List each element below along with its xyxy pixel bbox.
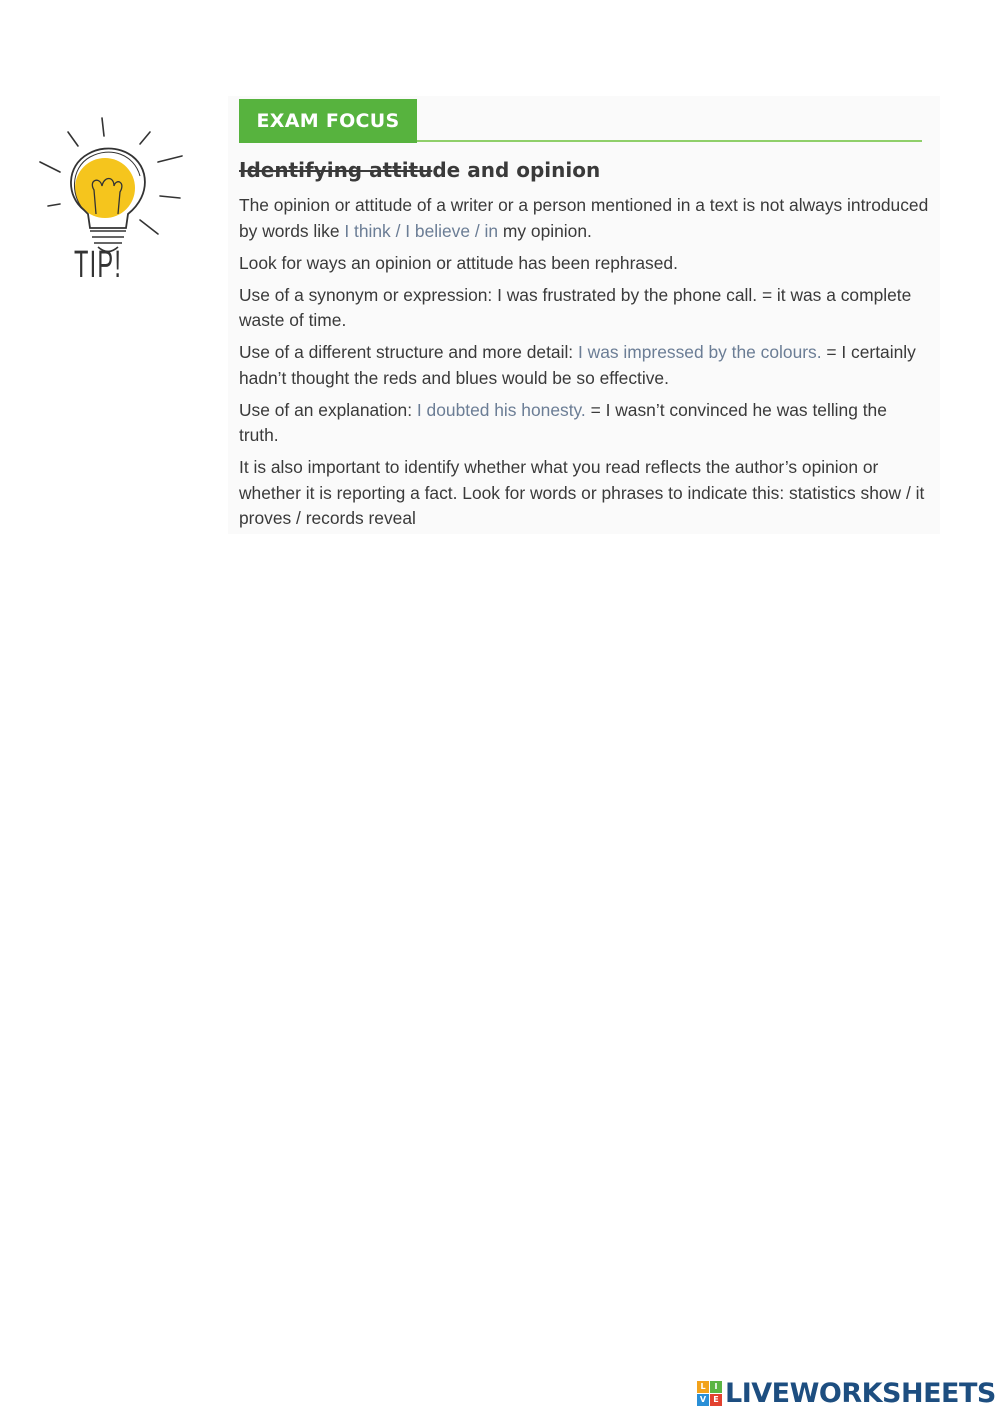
paragraph-1-highlight: I think / I believe / in [344,220,499,241]
section-heading [239,158,600,182]
heading-text: de and opinion [432,158,601,182]
badge-underline [417,140,922,142]
paragraph-5-text: Use of an explanation: [239,399,417,420]
paragraph-6: It is also important to identify whether what you read reflects the author’s opinion or whether it is reporting a fact. Look for words or phrases to indicate this: statistics show / it proves / records reveal [239,457,925,528]
tip-label: TIP! [74,244,123,286]
paragraph-4-text: Use of a different structure and more detail: [239,342,578,362]
paragraph-3: Use of a synonym or expression: I was frustrated by the phone call. = it was a complete waste of time. [239,284,912,330]
paragraph-5-highlight: I doubted his honesty. [416,399,586,420]
paragraph-5-end: = I wasn’t convinced he was telling the truth. [239,399,887,445]
heading-struck-text: Identifying attitu [239,158,433,182]
logo-letter: V [697,1394,709,1406]
paragraph-4 [239,340,929,391]
paragraph-1 [239,193,929,244]
paragraph-1-text: The opinion or attitude of a writer or a person mentioned in a text is not always introduced by words like [239,195,929,241]
logo-mark-icon [697,1381,722,1406]
paragraph-4-highlight: I was impressed by the colours. [577,342,822,362]
paragraph-5 [239,398,929,449]
logo-letter: E [710,1394,722,1406]
exam-focus-badge: EXAM FOCUS [239,99,417,143]
paragraph-2: Look for ways an opinion or attitude has been rephrased. [239,252,678,273]
exam-focus-body [239,193,929,538]
paragraph-1-end: my opinion. [498,220,592,241]
logo-letter: I [710,1381,722,1393]
paragraph-4-end: = I certainly hadn’t thought the reds and blues would be so effective. [239,342,916,388]
brand-name: LIVEWORKSHEETS [725,1377,996,1409]
liveworksheets-logo[interactable] [697,1376,996,1410]
logo-letter: L [697,1381,709,1393]
